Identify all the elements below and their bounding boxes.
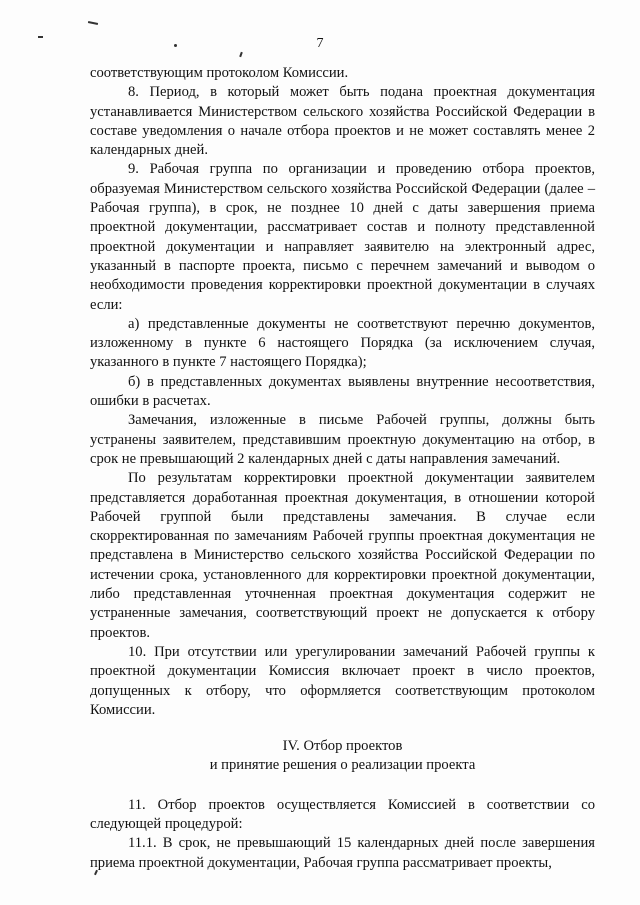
paragraph-item-9: 9. Рабочая группа по организации и проведению отбора проектов, образуемая Министерством сельского хозяйства Российской Федерации (далее – Рабочая группа), в срок, не позднее 10 дней с даты завершения приема проектной документации, рассматривает состав и полноту представленной проектной документации и направляет заявителю на электронный адрес, указанный в паспорте проекта, письмо с перечнем замечаний и выводом о необходимости проведения корректировки проектной документации в случаях если: [90, 161, 595, 313]
scan-artifact [88, 21, 98, 25]
paragraph-subitem-a: а) представленные документы не соответствуют перечню документов, изложенному в пункте 6 настоящего Порядка (за исключением случая, указанного в пункте 7 настоящего Порядка); [90, 315, 595, 371]
scan-artifact [239, 52, 243, 57]
paragraph-subitem-b: б) в представленных документах выявлены внутренние несоответствия, ошибки в расчетах. [90, 373, 595, 410]
paragraph-item-11-1: 11.1. В срок, не превышающий 15 календарных дней после завершения приема проектной документации, Рабочая группа рассматривает проекты, [90, 835, 595, 871]
paragraph-item-10: 10. При отсутствии или урегулировании замечаний Рабочей группы к проектной документации Комиссия включает проект в число проектов, допущенных к отбору, что оформляется соответствующим протоколом Комиссии. [90, 643, 595, 718]
paragraph-continuation: соответствующим протоколом Комиссии. [90, 65, 349, 81]
paragraph-remarks: Замечания, изложенные в письме Рабочей группы, должны быть устранены заявителем, представившим проектную документацию на отбор, в срок не превышающий 2 календарных дней с даты направления замечаний. [90, 412, 595, 467]
paragraph-item-11: 11. Отбор проектов осуществляется Комиссией в соответствии со следующей процедурой: [90, 796, 595, 832]
section-heading [90, 737, 595, 776]
paragraph-correction: По результатам корректировки проектной документации заявителем представляется доработанная проектная документация, в отношении которой Рабочей группой были представлены замечания. В случае если скорректированная по замечаниям Рабочей группы проектная документация не представлена в Министерство сельского хозяйства Российской Федерации по истечении срока, установленного для корректировки проектной документации, либо представленная уточненная проектная документация содержит не устраненные замечания, соответствующий проект не допускается к отбору проектов. [90, 470, 595, 641]
section-heading-line-1: IV. Отбор проектов [282, 738, 403, 755]
page-number: 7 [316, 36, 324, 51]
paragraph-item-8: 8. Период, в который может быть подана проектная документация устанавливается Министерством сельского хозяйства Российской Федерации в составе уведомления о начале отбора проектов и не может составлять менее 2 календарных дней. [90, 84, 595, 159]
document-body [90, 64, 595, 873]
section-heading-line-2: и принятие решения о реализации проекта [209, 757, 476, 774]
